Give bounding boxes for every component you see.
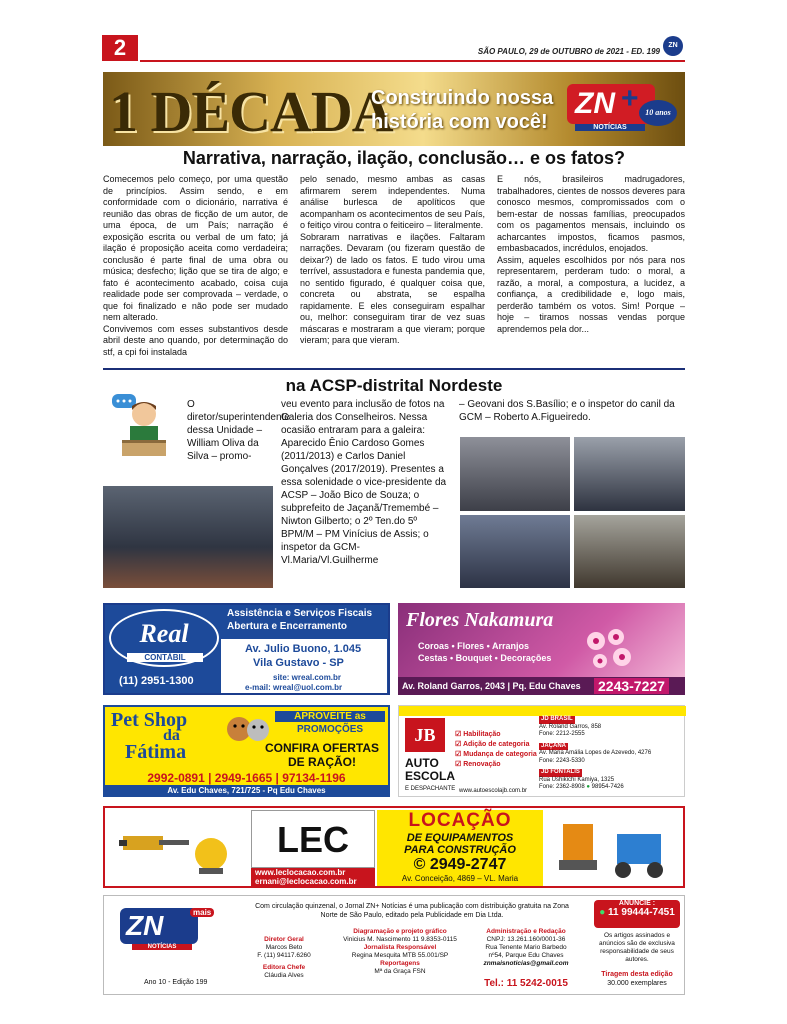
auto-unit-2-phone: Fone: 2243-5330 xyxy=(539,757,585,764)
auto-brand: AUTO xyxy=(405,756,439,770)
footer-note: Os artigos assinados e anúncios são de exclusiva responsabilidade de seus autores. xyxy=(599,932,675,963)
real-line2: Abertura e Encerramento xyxy=(227,621,348,632)
slogan-line-2: história com você! xyxy=(371,111,548,133)
lec-title-2: DE EQUIPAMENTOS xyxy=(406,832,514,844)
article2-col3: – Geovani dos S.Basílio; e o inspetor do canil da GCM – Roberto A.Figueiredo. xyxy=(459,399,675,423)
footer-anuncie xyxy=(594,900,680,928)
logo-10-anos: 10 anos xyxy=(639,100,677,126)
auto-service-1: ☑ Habilitação xyxy=(455,731,501,738)
article1-col3-p1: E nós, brasileiros madrugadores, trabalhadores, cientes de nossos deveres para conosco mesmos, compromissados com o bem-estar de nossas famílias, preocupados com os pagamentos mensais, incluindo os acharcantes impostos, ficamos pasmos, embasbacados, incrédulos, enojados. xyxy=(497,174,685,253)
auto-service-3: ☑ Mudança de categoria xyxy=(455,751,537,758)
decade-banner xyxy=(103,72,685,146)
footer-intro: Com circulação quinzenal, o Jornal ZN+ Notícias é uma publicação com distribuição gratuita na Zona Norte de São Paulo, editado pela Publicidade em Dia Ltda. xyxy=(255,903,569,919)
lec-site[interactable]: www.leclocacao.com.br xyxy=(255,868,346,877)
lec-addr: Av. Conceição, 4869 – VL. Maria xyxy=(401,874,519,883)
footer-admin: Administração e Redação CNPJ: 13.261.160/0001-36 Rua Tenente Mario Barbedo nº54, Parque Edu Chaves znmaisnoticias@gmail.com xyxy=(483,928,569,967)
event-photo-main xyxy=(103,486,273,588)
auto-service-4: ☑ Renovação xyxy=(455,761,501,768)
auto-unit-2-addr: Av. Maria Amália Lopes de Azevedo, 4276 xyxy=(539,750,652,756)
auto-unit-1-phone: Fone: 2212-2555 xyxy=(539,731,585,737)
auto-unit-1-addr: Av. Roland Garros, 858 xyxy=(539,723,602,730)
footer-tel: Tel.: 11 5242-0015 xyxy=(484,978,568,989)
article1-col2 xyxy=(300,174,485,347)
event-photo-3 xyxy=(460,515,570,588)
lec-phone: © 2949-2747 xyxy=(413,856,507,873)
article1-col1 xyxy=(103,174,288,358)
footer-director: Diretor Geral Marcos Beto F. (11) 94117.6260 Editora Chefe Cláudia Alves xyxy=(257,936,311,979)
zn-logo xyxy=(555,80,675,134)
flores-line1: Coroas • Flores • Arranjos xyxy=(418,641,529,651)
logo-zn-text: ZN xyxy=(567,84,655,124)
event-photo-1 xyxy=(460,437,570,511)
lec-logo: LEC xyxy=(251,810,375,868)
footer-logo-mais: mais xyxy=(190,908,214,917)
pet-name-1: Pet Shop xyxy=(111,709,188,731)
real-addr2: Vila Gustavo - SP xyxy=(253,657,344,669)
pet-promo-1: APROVEITE as xyxy=(275,711,385,722)
ad-pet-shop xyxy=(103,705,390,797)
banner-title: 1 DÉCADA xyxy=(109,79,393,144)
article1-col2-p2: Sobraram narrativas e ilações. Faltaram narrações. Devaram (ou fizeram questão de deixar?) de lado os fatos. E tudo virou uma terrível, assustadora e funesta pandemia que, no sentido figurado, é qualquer coisa que, concreta ou abstrata, se espalha rapidamente. E eles conseguiram espalhar ou, melhor: conseguiram tirar de vez suas máscaras e mostraram a que vieram; porque vieram; para que vieram. xyxy=(300,231,485,345)
article2-title: na ACSP-distrital Nordeste xyxy=(285,376,503,395)
real-addr1: Av. Julio Buono, 1.045 xyxy=(245,643,362,655)
auto-logo-icon: JB xyxy=(405,718,445,752)
real-email[interactable]: e-mail: wreal@uol.com.br xyxy=(245,683,343,692)
auto-unit-1: JD BRASIL xyxy=(541,716,573,722)
auto-unit-2: JAÇANÃ xyxy=(541,742,567,749)
page-number: 2 xyxy=(102,35,138,61)
article1-col3 xyxy=(497,174,685,335)
footer-tiragem: Tiragem desta edição 30.000 exemplares xyxy=(601,971,673,987)
pet-phones: 2992-0891 | 2949-1665 | 97134-1196 xyxy=(147,771,346,785)
ad-auto-escola xyxy=(398,705,685,797)
pet-name-2: da xyxy=(163,727,180,744)
ad-flores-nakamura xyxy=(398,603,685,695)
auto-units xyxy=(539,716,685,792)
anuncie-label: ANUNCIE : xyxy=(618,900,656,907)
real-logo: Real xyxy=(109,609,219,667)
whatsapp-number: ● 11 99444-7451 xyxy=(599,907,675,918)
auto-brand-2: ESCOLA xyxy=(405,769,456,783)
article1-col1-p1: Comecemos pelo começo, por uma questão de princípios. Assim sendo, e em conformidade com o dicionário, narrativa é reunião das obras de ficção de um autor, de uma época, de um País; narração é exposição escrita ou verbal de um fato; já ilação é proposição aceita como verdadeira; conclusão é parte final de uma obra ou música; desfecho; lição que se tira de algo; e fato é acontecimento acabado, coisa cuja realidade pode ser comprovada – verdade, o que foi finalizado e não pode ser mudado nem alterado. xyxy=(103,174,288,322)
footer-logo-zn: ZN xyxy=(120,908,198,944)
header-rule xyxy=(140,60,685,62)
lec-email[interactable]: ernani@leclocacao.com.br xyxy=(255,877,357,886)
slogan-line-1: Construindo nossa xyxy=(371,87,554,109)
article1-col1-p2: Convivemos com esses substantivos desde abril deste ano quando, por determinação do stf, a cpi foi instalada xyxy=(103,323,288,357)
article2-col2: veu evento para inclusão de fotos na Galeria dos Conselheiros. Nessa ocasião entraram para a galeira: Aparecido Ênio Cardoso Gomes (2011/2013) e Carlos Daniel Gonçalves (2017/2019). Presentes a essa solenidade o vice-presidente da ACSP – João Bico de Souza; o subprefeito de Jaçanã/Tremembé – Niwton Gilberto; o 2º Ten.do 5º BPM/M – PM Vinícius de Assis; o inspetor da GCM-Vl.Maria/Vl.Guilherme xyxy=(281,399,447,566)
flores-addr: Av. Roland Garros, 2043 | Pq. Edu Chaves xyxy=(402,681,581,691)
jackhammer-icon xyxy=(115,818,235,878)
real-logo-sub: CONTÁBIL xyxy=(127,653,203,662)
banner-slogan xyxy=(371,86,553,134)
flores-name: Flores Nakamura xyxy=(406,609,554,631)
lec-title-3: PARA CONSTRUÇÃO xyxy=(404,844,516,856)
footer-staff: Diagramação e projeto gráfico Vinicius M. Nascimento 11 9.8353-0115 Jornalista Responsável Regina Mesquita MTB 55.001/SP Reportagens Mª da Graça FSN xyxy=(343,928,457,975)
logo-plus: + xyxy=(621,82,639,115)
zn-badge: ZN xyxy=(663,36,683,56)
auto-unit-3: JD FONTALIS xyxy=(541,769,580,775)
flower-icon xyxy=(578,623,638,673)
pet-offer-2: DE RAÇÃO! xyxy=(288,755,356,769)
flores-phone: 2243-7227 xyxy=(594,678,669,694)
dateline: SÃO PAULO, 29 de OUTUBRO de 2021 - ED. 199 xyxy=(477,47,660,56)
compactor-icon xyxy=(553,814,677,884)
whatsapp-icon: ● xyxy=(599,907,606,918)
auto-unit-3-addr: Rua Ushikichi Kamiya, 1325 xyxy=(539,776,615,783)
auto-site[interactable]: www.autoescolajb.com.br xyxy=(459,788,528,794)
logo-noticias: NOTÍCIAS xyxy=(575,124,645,131)
pet-animals-icon xyxy=(225,711,271,745)
real-line1: Assistência e Serviços Fiscais xyxy=(227,608,373,619)
auto-unit-3-phone: Fone: 2362-8908 ● 98954-7426 xyxy=(539,784,624,790)
footer-box xyxy=(103,895,685,995)
auto-sub: E DESPACHANTE xyxy=(405,786,456,792)
speaker-cartoon xyxy=(108,392,180,462)
event-photo-2 xyxy=(574,437,685,511)
footer-logo xyxy=(112,904,232,952)
pet-name-3: Fátima xyxy=(125,741,187,763)
article2-col1: O diretor/superintendente dessa Unidade – William Oliva da Silva – promo- xyxy=(187,399,290,462)
ad-lec-locacao xyxy=(103,806,685,888)
flores-line2: Cestas • Bouquet • Decorações xyxy=(418,653,552,663)
article1-title: Narrativa, narração, ilação, conclusão… e os fatos? xyxy=(182,148,625,168)
ad-real-contabil xyxy=(103,603,390,695)
pet-promo-2: PROMOÇÕES xyxy=(296,724,364,735)
auto-services xyxy=(455,730,537,770)
article1-col2-p1: pelo senado, mesmo ambas as casas afirmarem serem independentes. Numa análise burlesca de apolíticos que acompanham os acontecimentos de seu País, o feitiço virou contra o feiticeiro – literalmente. xyxy=(300,174,485,230)
pet-addr: Av. Edu Chaves, 721/725 - Pq Edu Chaves xyxy=(105,785,388,797)
footer-edition: Ano 10 - Edição 199 xyxy=(144,979,208,986)
pet-offer-1: CONFIRA OFERTAS xyxy=(265,741,379,755)
footer-logo-noticias: NOTÍCIAS xyxy=(132,944,192,950)
real-site[interactable]: site: wreal.com.br xyxy=(273,673,342,682)
lec-title-1: LOCAÇÃO xyxy=(408,810,512,831)
section-divider xyxy=(103,368,685,370)
auto-service-2: ☑ Adição de categoria xyxy=(455,741,530,748)
real-phone: (11) 2951-1300 xyxy=(119,675,194,687)
cartoon-man-icon xyxy=(108,392,180,462)
article1-col3-p2: Assim, aqueles escolhidos por nós para nos representarem, perderam tudo: o moral, a razão, a moral, a compostura, a lucidez, a confiança, a credibilidade e, logo mais, perderão também os votos. Sim! Porque – hoje – tiramos nossas vendas porque aprendemos pela dor... xyxy=(497,254,685,334)
event-photo-4 xyxy=(574,515,685,588)
